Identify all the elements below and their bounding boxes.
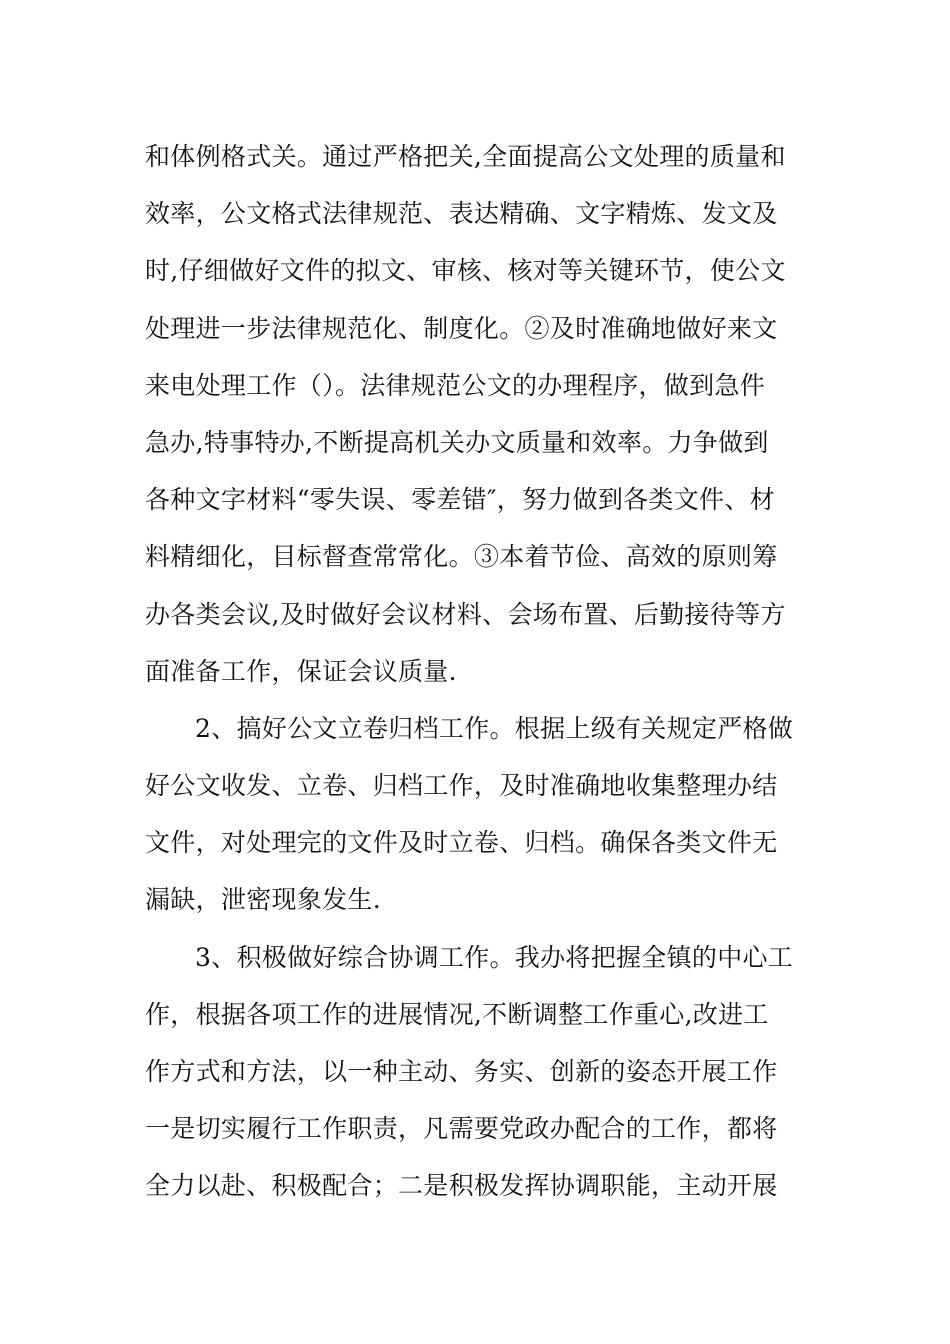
text-line: 漏缺，泄密现象发生. — [145, 885, 381, 915]
text-line: 作，根据各项工作的进展情况,不断调整工作重心,改进工 — [145, 999, 769, 1029]
text-line: 2、搞好公文立卷归档工作。根据上级有关规定严格做 — [195, 713, 794, 743]
text-line: 面准备工作，保证会议质量. — [145, 656, 457, 686]
text-line: 时,仔细做好文件的拟文、审核、核对等关键环节，使公文 — [145, 256, 786, 286]
text-line: 全力以赴、积极配合；二是积极发挥协调职能，主动开展 — [145, 1171, 778, 1201]
text-line: 来电处理工作（）。法律规范公文的办理程序，做到急件 — [145, 370, 766, 400]
text-line: 好公文收发、立卷、归档工作，及时准确地收集整理办结 — [145, 771, 778, 801]
text-line: 作方式和方法，以一种主动、务实、创新的姿态开展工作 — [145, 1057, 778, 1086]
text-line: 和体例格式关。通过严格把关,全面提高公文处理的质量和 — [145, 142, 786, 171]
text-line: 急办,特事特办,不断提高机关办文质量和效率。力争做到 — [145, 427, 769, 457]
document-body — [145, 128, 815, 1215]
text-line: 文件，对处理完的文件及时立卷、归档。确保各类文件无 — [145, 828, 778, 858]
text-line: 各种文字材料“零失误、零差错″，努力做到各类文件、材 — [145, 485, 775, 515]
text-line: 料精细化，目标督查常常化。③本着节俭、高效的原则筹 — [145, 542, 778, 572]
text-line: 办各类会议,及时做好会议材料、会场布置、后勤接待等方 — [145, 599, 786, 629]
text-line: 3、积极做好综合协调工作。我办将把握全镇的中心工 — [195, 942, 794, 972]
text-line: 效率，公文格式法律规范、表达精确、文字精炼、发文及 — [145, 199, 778, 229]
text-line: 一是切实履行工作职责，凡需要党政办配合的工作，都将 — [145, 1114, 778, 1144]
text-line: 处理进一步法律规范化、制度化。②及时准确地做好来文 — [145, 313, 778, 343]
